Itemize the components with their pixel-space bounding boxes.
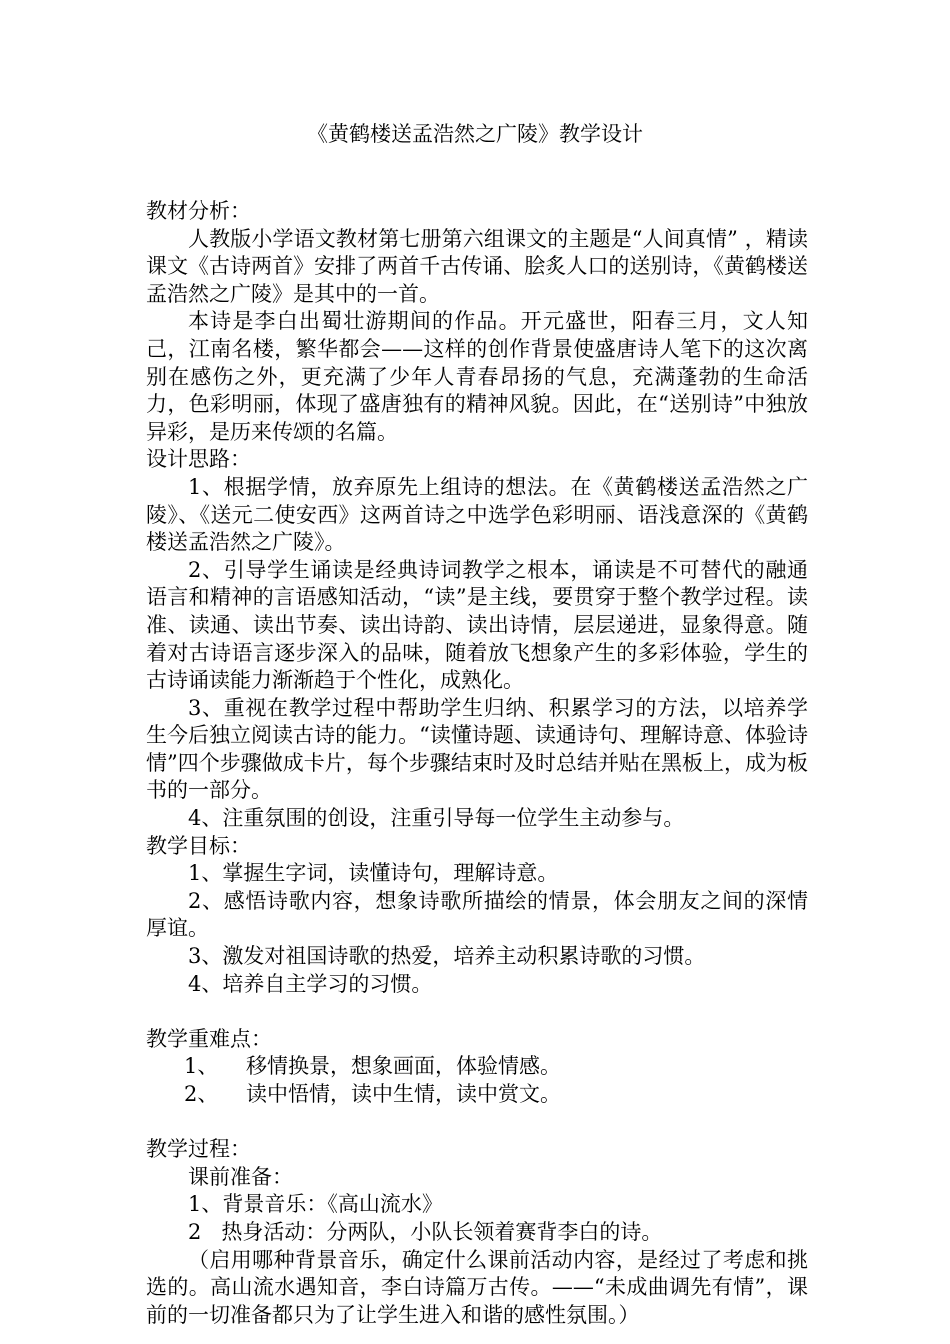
section-heading-analysis: 教材分析： [146,199,251,223]
keypoint-text: 移情换景，想象画面，体验情感。 [246,1054,561,1079]
document-body [146,198,808,1329]
design-paragraph-2: 2、引导学生诵读是经典诗词教学之根本，诵读是不可替代的融通语言和精神的言语感知活动，“读”是主线，要贯穿于整个教学过程。读准、读通、读出节奏、读出诗韵、读出诗情，层层递进，显象得意。随着对古诗语言逐步深入的品味，随着放飞想象产生的多彩体验，学生的古诗诵读能力渐渐趋于个性化，成熟化。 [146,557,808,693]
blank-line [146,1109,808,1137]
analysis-paragraph-2: 本诗是李白出蜀壮游期间的作品。开元盛世，阳春三月，文人知己，江南名楼，繁华都会——这样的创作背景使盛唐诗人笔下的这次离别在感伤之外，更充满了少年人青春昂扬的气息，充满蓬勃的生命活力，色彩明丽，体现了盛唐独有的精神风貌。因此，在“送别诗”中独放异彩，是历来传颂的名篇。 [146,309,808,444]
blank-line [146,998,808,1026]
goal-item-4: 4、培养自主学习的习惯。 [188,971,433,996]
keypoint-number: 1、 [184,1054,219,1079]
process-note: （启用哪种背景音乐，确定什么课前活动内容，是经过了考虑和挑选的。高山流水遇知音，李白诗篇万古传。——“未成曲调先有情”，课前的一切准备都只为了让学生进入和谐的感性氛围。） [146,1247,808,1327]
process-subheading: 课前准备： [188,1164,293,1189]
design-paragraph-4: 4、注重氛围的创设，注重引导每一位学生主动参与。 [188,806,685,831]
keypoint-item [146,1081,808,1109]
design-paragraph-3: 3、重视在教学过程中帮助学生归纳、积累学习的方法，以培养学生今后独立阅读古诗的能力。“读懂诗题、读通诗句、理解诗意、体验诗情”四个步骤做成卡片，每个步骤结束时及时总结并贴在黑板上，成为板书的一部分。 [146,695,808,803]
goal-item-1: 1、掌握生字词，读懂诗句，理解诗意。 [188,861,559,886]
section-heading-process: 教学过程： [146,1137,251,1162]
document-title: 《黄鹤楼送孟浩然之广陵》教学设计 [307,122,643,146]
section-heading-keypoints: 教学重难点： [146,1026,272,1051]
goal-item-3: 3、激发对祖国诗歌的热爱，培养主动积累诗歌的习惯。 [188,944,706,969]
process-step-1: 1、背景音乐：《高山流水》 [188,1192,443,1217]
keypoint-text: 读中悟情，读中生情，读中赏文。 [246,1082,561,1106]
process-step-2: 2 热身活动：分两队，小队长领着赛背李白的诗。 [188,1219,663,1244]
keypoint-number: 2、 [184,1082,219,1106]
section-heading-design: 设计思路： [146,447,251,472]
design-paragraph-1: 1、根据学情，放弃原先上组诗的想法。在《黄鹤楼送孟浩然之广陵》、《送元二使安西》这两首诗之中选学色彩明丽、语浅意深的《黄鹤楼送孟浩然之广陵》。 [146,474,808,555]
goal-item-2: 2、感悟诗歌内容，想象诗歌所描绘的情景，体会朋友之间的深情厚谊。 [146,888,808,941]
keypoint-item [146,1053,808,1081]
analysis-paragraph-1: 人教版小学语文教材第七册第六组课文的主题是“人间真情” ，精读课文《古诗两首》安排了两首千古传诵、脍炙人口的送别诗，《黄鹤楼送孟浩然之广陵》是其中的一首。 [146,226,808,306]
section-heading-goals: 教学目标： [146,833,251,858]
